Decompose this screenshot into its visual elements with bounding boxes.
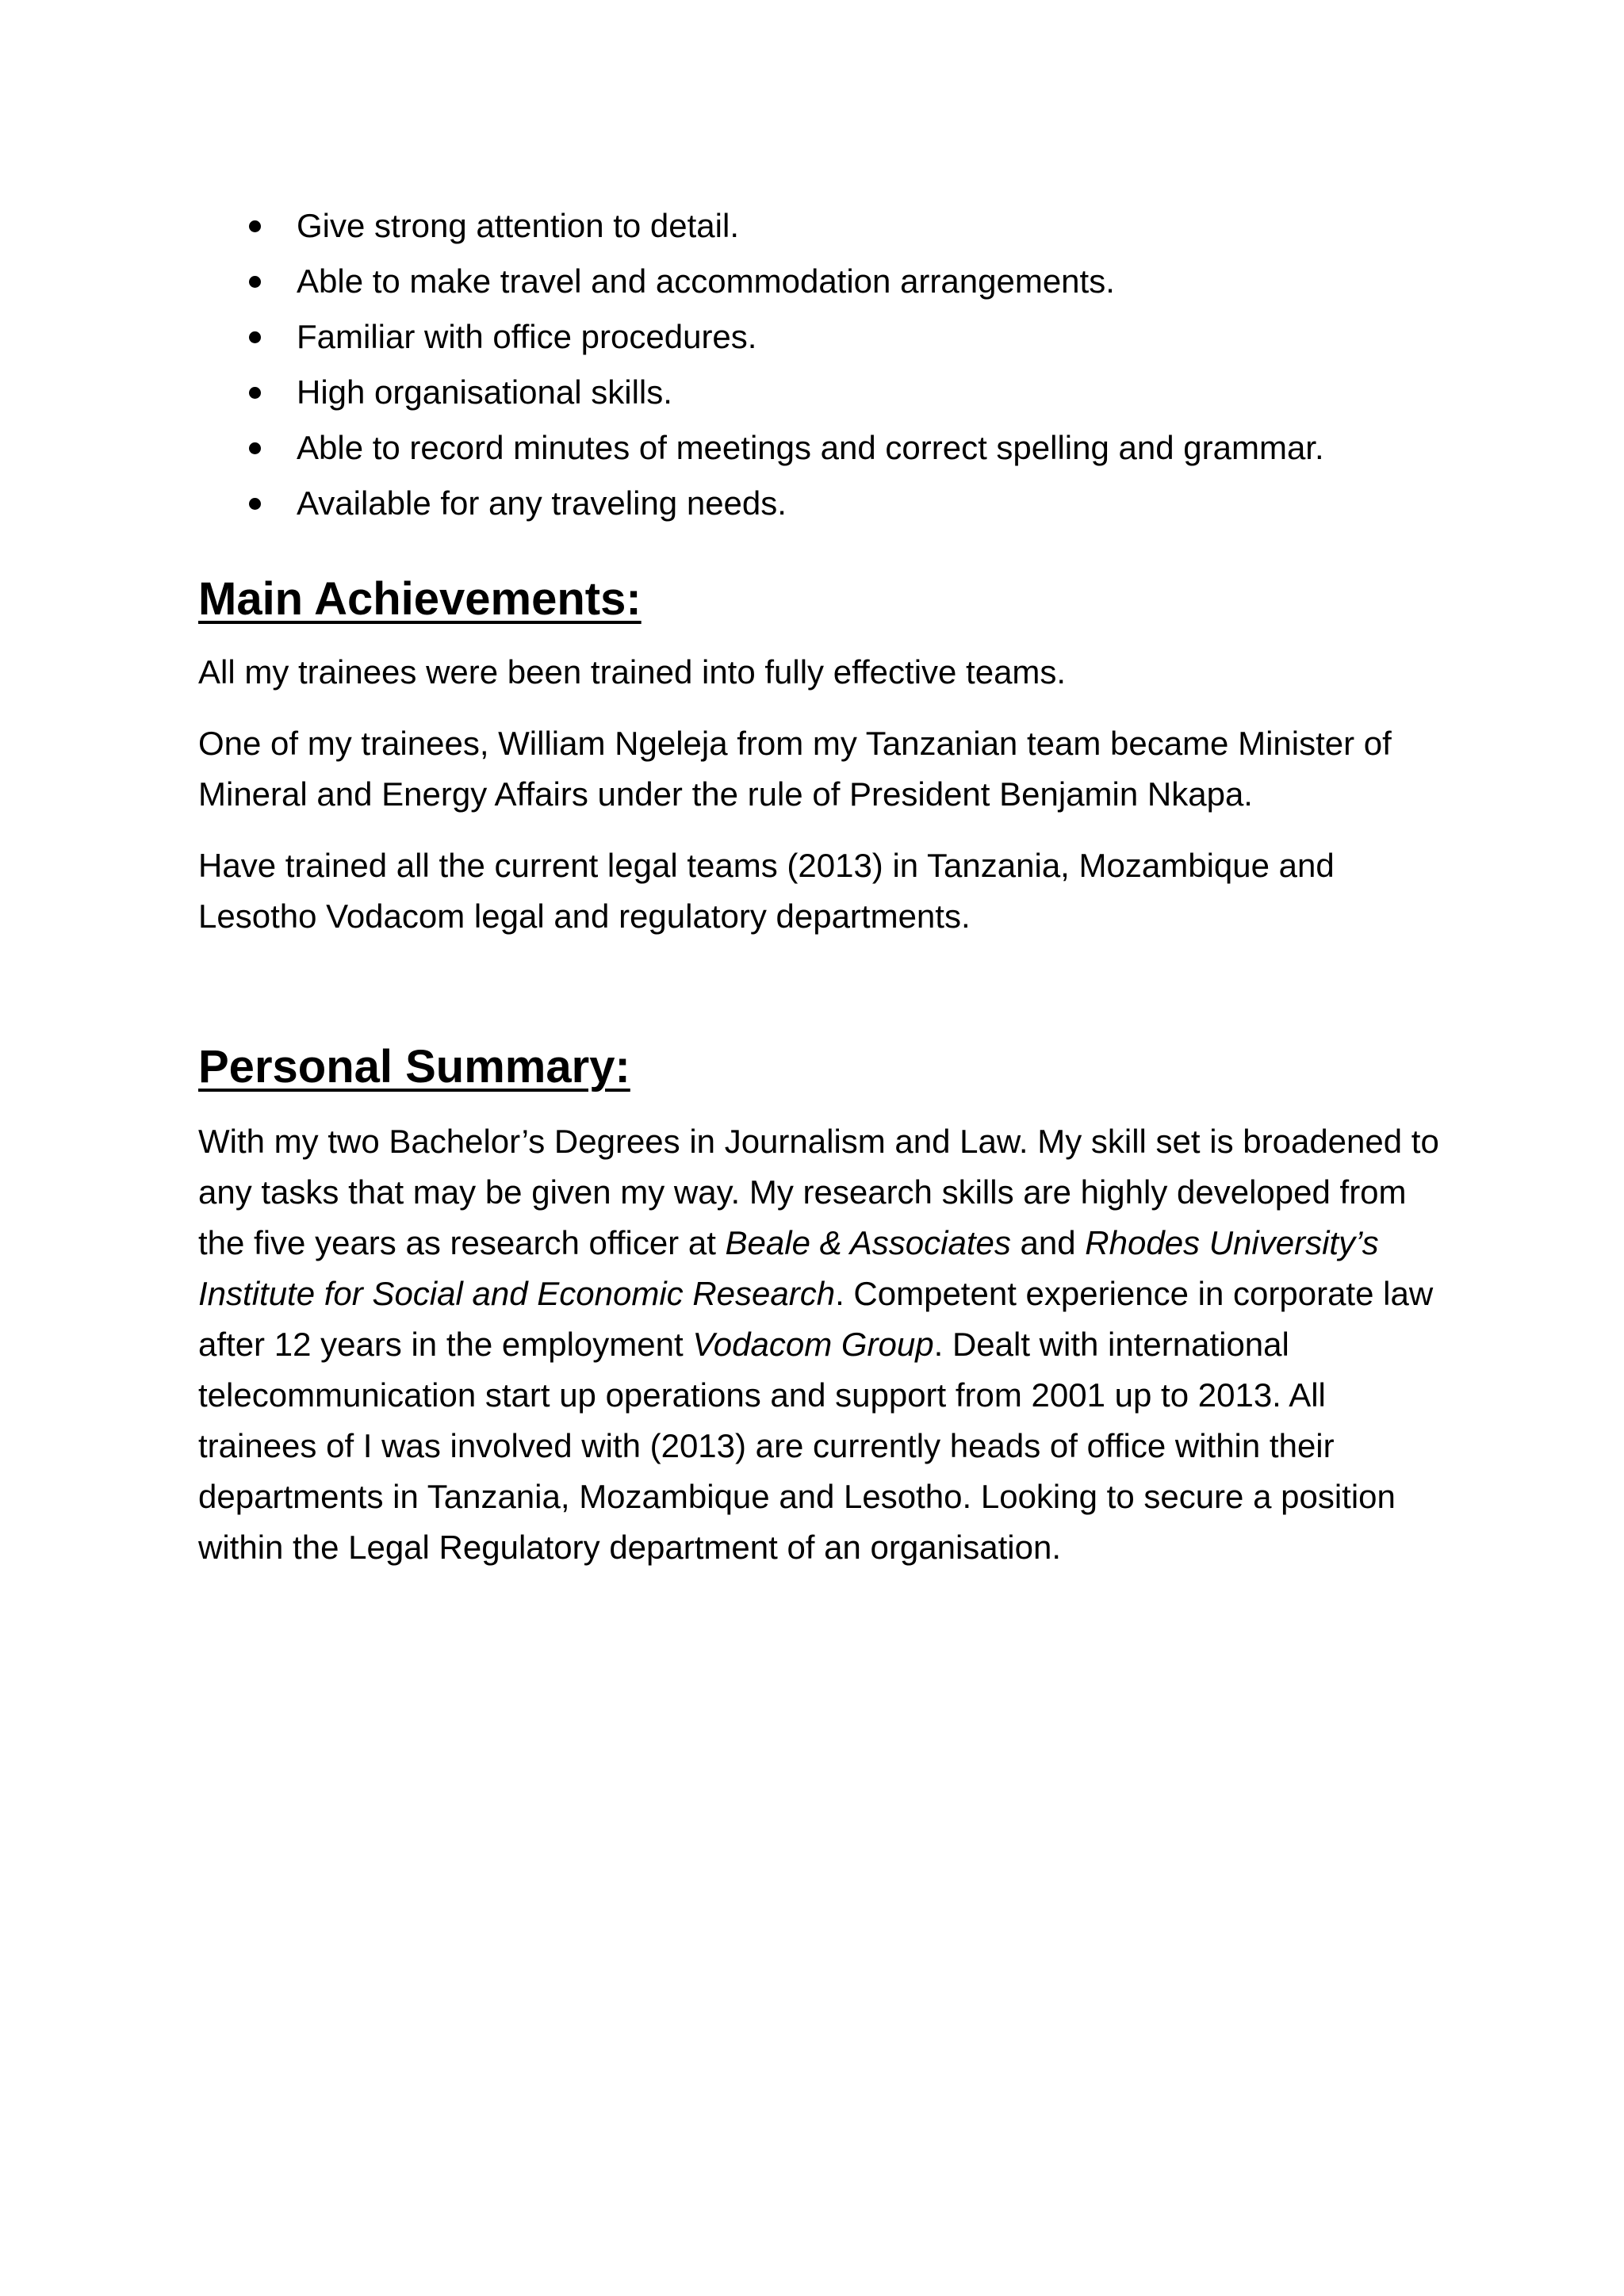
summary-text: and [1010,1224,1086,1261]
skill-text: Available for any traveling needs. [297,484,787,522]
page-content [198,198,1451,1573]
bullet-icon [249,276,261,288]
personal-summary-paragraph [198,1116,1451,1573]
list-item [198,365,1451,420]
skill-text: Able to make travel and accommodation arrangements. [297,262,1115,300]
bullet-icon [249,331,261,343]
bullet-icon [249,220,261,232]
bullet-icon [249,442,261,454]
summary-text: . Competent experience in corporate law after 12 years in the employment [198,1275,1434,1363]
personal-summary-heading: Personal Summary: [198,1041,630,1093]
bullet-icon [249,498,261,510]
achievement-paragraph: One of my trainees, William Ngeleja from my Tanzanian team became Minister of Mineral and Energy Affairs under the rule of President Benjamin Nkapa. [198,725,1392,813]
summary-text: With my two Bachelor’s Degrees in Journalism and Law. My skill set is broadened to any tasks that may be given my way. My research skills are highly developed from the five years as research officer at [198,1123,1439,1261]
employer-name: Rhodes University’s Institute for Social and Economic Research [198,1224,1379,1312]
skill-text: Familiar with office procedures. [297,318,757,355]
list-item [198,254,1451,309]
summary-text: . Dealt with international telecommunication start up operations and support from 2001 up to 2013. All trainees of I was involved with (2013) are currently heads of office within their departments in Tanzania, Mozambique and Lesotho. Looking to secure a position within the Legal Regulatory department of an organisation. [198,1326,1396,1566]
list-item [198,198,1451,254]
list-item [198,309,1451,365]
achievement-paragraph: All my trainees were been trained into fully effective teams. [198,653,1067,691]
bullet-icon [249,387,261,399]
employer-name: Beale & Associates [725,1224,1011,1261]
list-item [198,476,1451,531]
achievement-paragraph: Have trained all the current legal teams (2013) in Tanzania, Mozambique and Lesotho Vodacom legal and regulatory departments. [198,847,1335,935]
main-achievements-heading: Main Achievements: [198,573,642,625]
skill-text: Give strong attention to detail. [297,207,739,244]
employer-name: Vodacom Group [692,1326,934,1363]
list-item [198,420,1451,476]
skills-list [198,198,1451,531]
skill-text: Able to record minutes of meetings and correct spelling and grammar. [297,429,1324,466]
skill-text: High organisational skills. [297,373,672,411]
